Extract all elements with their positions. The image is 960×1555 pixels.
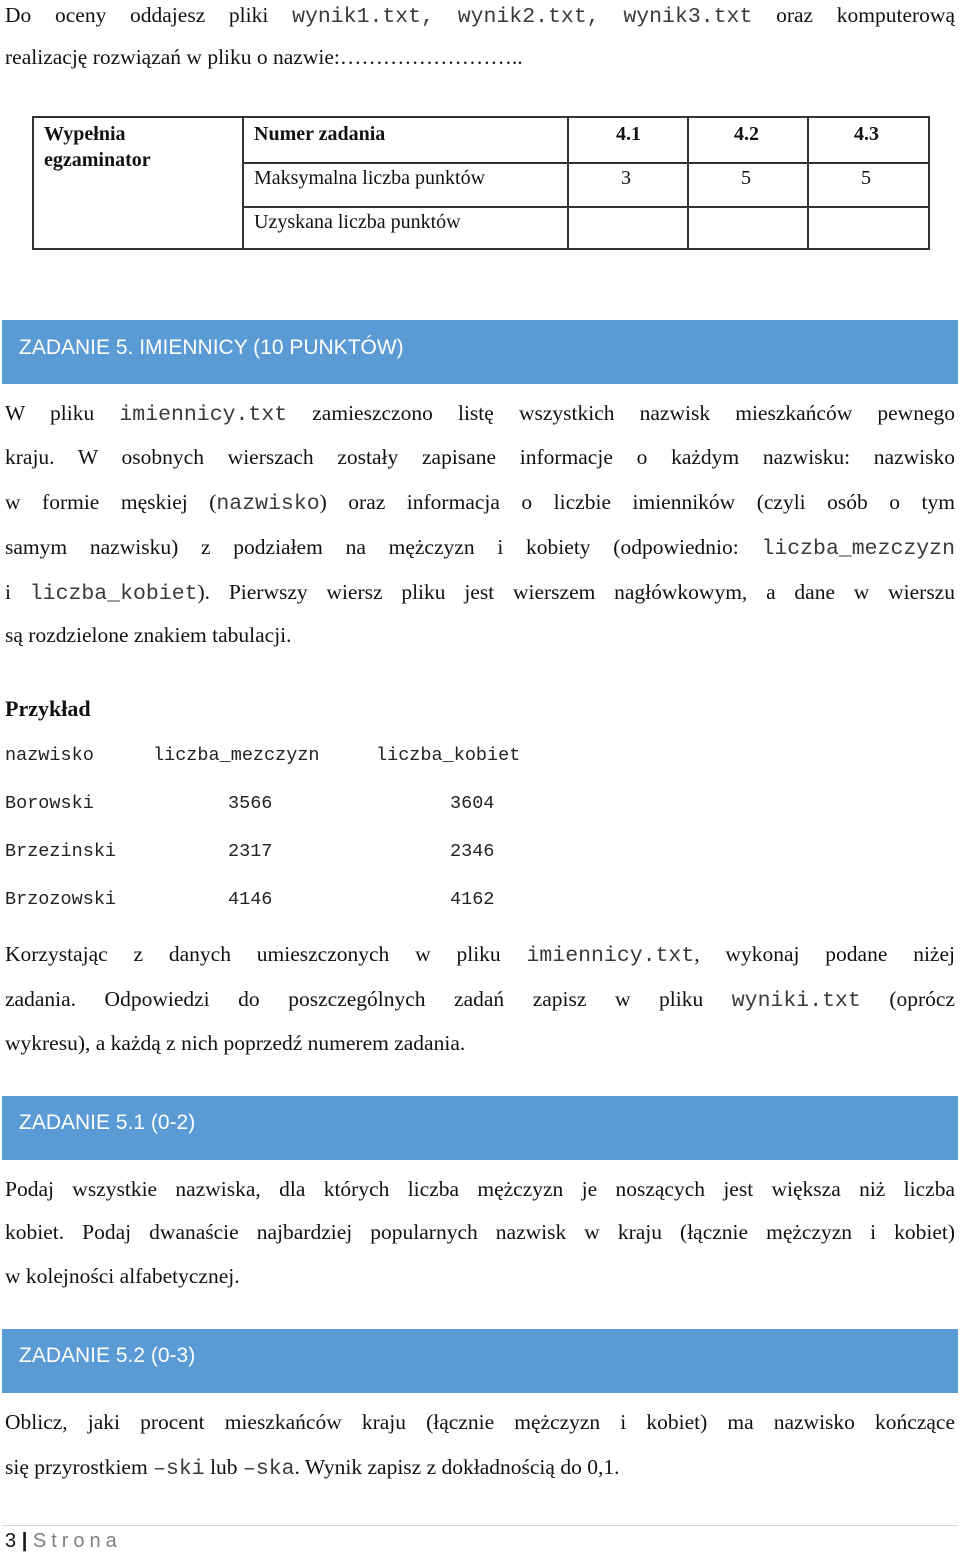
task-4-2: 4.2 [734,123,759,145]
intro-line-2: realizację rozwiązań w pliku o nazwie:…………………….. [5,45,523,69]
section-5-p1-line-5: i liczba_kobiet). Pierwszy wiersz pliku jest wierszem nagłówkowym, a dane w wierszu [5,580,955,606]
example-header-liczba-kobiet: liczba_kobiet [376,745,521,766]
footer-divider [2,1525,958,1526]
example-header-liczba-mezczyzn: liczba_mezczyzn [153,745,320,766]
task-5-1-line-1: Podaj wszystkie nazwiska, dla których liczba mężczyzn je noszących jest większa niż liczba [5,1177,955,1201]
example-row-1-name: Borowski [5,793,94,814]
example-row-3-men: 4146 [228,889,273,910]
section-5-title: ZADANIE 5. IMIENNICY (10 PUNKTÓW) [19,336,404,359]
example-row-1-men: 3566 [228,793,273,814]
max-points-4-1: 3 [621,167,631,189]
task-5-2-line-2: się przyrostkiem –ski lub –ska. Wynik zapisz z dokładnością do 0,1. [5,1455,620,1481]
max-points-4-2: 5 [741,167,751,189]
task-5-1-title: ZADANIE 5.1 (0-2) [19,1111,196,1134]
code-liczba-kobiet: liczba_kobiet [29,582,198,606]
intro-line-1: Do oceny oddajesz pliki wynik1.txt, wynik2.txt, wynik3.txt oraz komputerową [5,3,955,29]
example-row-2-name: Brzezinski [5,841,117,862]
section-5-p1-line-4: samym nazwisku) z podziałem na mężczyzn i kobiety (odpowiednio: liczba_mezczyzn [5,535,955,561]
obtained-points-4-1[interactable] [569,208,687,250]
page-footer [5,1530,122,1553]
section-5-header [2,320,958,384]
task-4-1: 4.1 [616,123,641,145]
task-number-label: Numer zadania [254,123,386,145]
obtained-points-4-3[interactable] [809,208,927,250]
max-points-label: Maksymalna liczba punktów [254,167,486,189]
example-header-nazwisko: nazwisko [5,745,94,766]
section-5-p1-line-3: w formie męskiej (nazwisko) oraz informacja o liczbie imienników (czyli osób o tym [5,490,955,516]
section-5-p2-line-1: Korzystając z danych umieszczonych w pliku imiennicy.txt, wykonaj podane niżej [5,942,955,968]
task-5-1-line-3: w kolejności alfabetycznej. [5,1264,240,1288]
example-row-1-women: 3604 [450,793,495,814]
footer-label: Strona [32,1530,122,1552]
examiner-label-2: egzaminator [44,149,151,171]
filename-wynik2: wynik2.txt, [457,5,600,29]
page-number: 3 [5,1530,17,1552]
filename-imiennicy-2: imiennicy.txt [526,944,695,968]
section-5-p1-line-6: są rozdzielone znakiem tabulacji. [5,623,292,647]
code-nazwisko: nazwisko [216,492,320,516]
task-5-2-title: ZADANIE 5.2 (0-3) [19,1344,196,1367]
filename-wynik1: wynik1.txt, [292,5,434,29]
task-5-2-line-1: Oblicz, jaki procent mieszkańców kraju (łącznie mężczyzn i kobiet) ma nazwisko kończące [5,1410,955,1434]
example-row-3-women: 4162 [450,889,495,910]
task-5-1-header [2,1096,958,1160]
task-5-2-header [2,1329,958,1393]
section-5-p1-line-1: W pliku imiennicy.txt zamieszczono listę wszystkich nazwisk mieszkańców pewnego [5,401,955,427]
example-row-2-women: 2346 [450,841,495,862]
suffix-ska: –ska [242,1457,295,1481]
obtained-points-4-2[interactable] [689,208,807,250]
section-5-p2-line-3: wykresu), a każdą z nich poprzedź numerem zadania. [5,1031,466,1055]
example-row-3-name: Brzozowski [5,889,117,910]
example-row-2-men: 2317 [228,841,273,862]
filename-wynik3: wynik3.txt [623,5,753,29]
suffix-ski: –ski [153,1457,205,1481]
filename-wyniki: wyniki.txt [731,989,861,1013]
obtained-points-label: Uzyskana liczba punktów [254,211,461,233]
task-5-1-line-2: kobiet. Podaj dwanaście najbardziej popularnych nazwisk w kraju (łącznie mężczyzn i kobiet) [5,1220,955,1244]
grading-table [32,116,930,250]
code-liczba-mezczyzn: liczba_mezczyzn [761,537,955,561]
max-points-4-3: 5 [861,167,871,189]
examiner-label-1: Wypełnia [44,123,126,145]
example-heading: Przykład [5,696,91,721]
filename-imiennicy: imiennicy.txt [119,403,288,427]
footer-separator: | [21,1530,28,1552]
section-5-p2-line-2: zadania. Odpowiedzi do poszczególnych zadań zapisz w pliku wyniki.txt (oprócz [5,987,956,1013]
section-5-p1-line-2: kraju. W osobnych wierszach zostały zapisane informacje o każdym nazwisku: nazwisko [5,445,955,469]
task-4-3: 4.3 [854,123,879,145]
